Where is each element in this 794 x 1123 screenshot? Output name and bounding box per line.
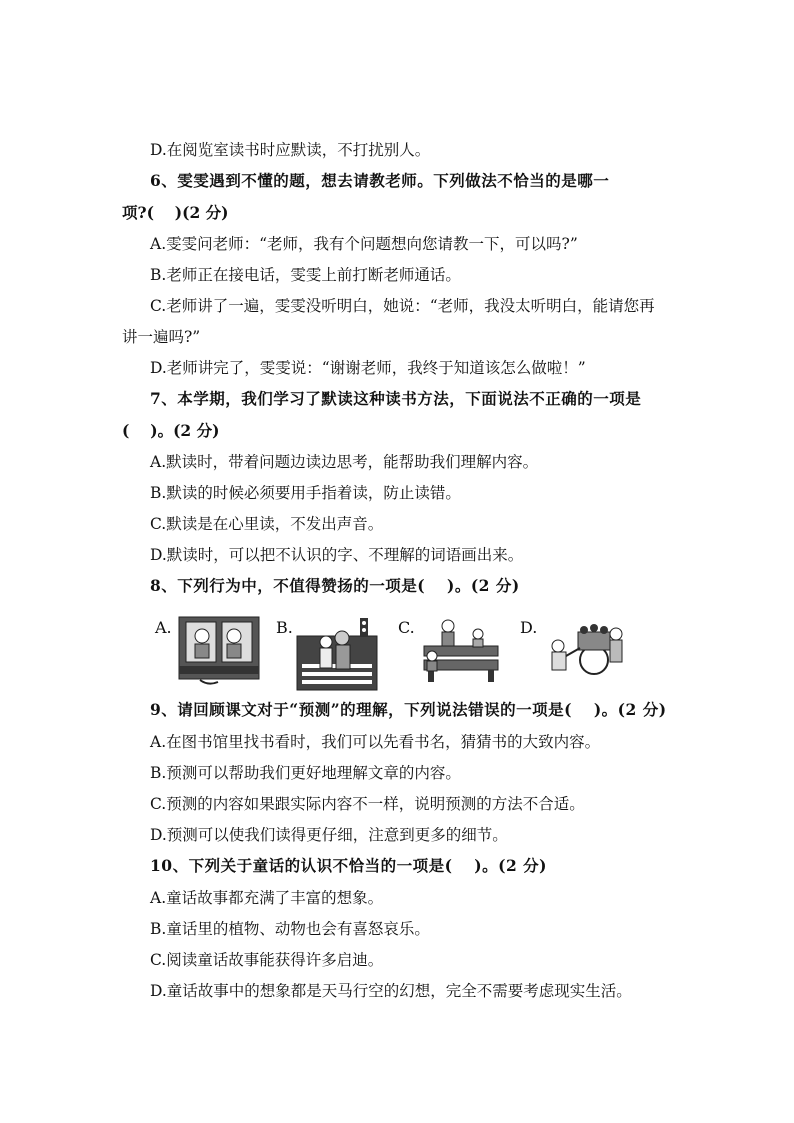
q10-option-a: A.童话故事都充满了丰富的想象。 xyxy=(150,889,384,907)
q6-option-c-cont: 讲一遍吗?” xyxy=(122,328,201,346)
q8-label-a: A. xyxy=(155,618,172,637)
q7-option-d: D.默读时，可以把不认识的字、不理解的词语画出来。 xyxy=(150,546,524,564)
q6-option-a: A.雯雯问老师：“老师，我有个问题想向您请教一下，可以吗?” xyxy=(150,235,578,253)
q8-stem: 8、下列行为中，不值得赞扬的一项是( )。(2 分) xyxy=(150,576,520,595)
q10-option-c: C.阅读童话故事能获得许多启迪。 xyxy=(150,951,384,969)
q10-option-b: B.童话里的植物、动物也会有喜怒哀乐。 xyxy=(150,920,430,938)
q8-label-b: B. xyxy=(276,618,293,637)
q9-option-a: A.在图书馆里找书看时，我们可以先看书名，猜猜书的大致内容。 xyxy=(150,733,601,751)
bench-stepping-picture xyxy=(418,616,504,686)
q6-stem-cont: 项?( )(2 分) xyxy=(122,203,229,222)
q5-option-d: D.在阅览室读书时应默读，不打扰别人。 xyxy=(150,141,431,159)
q10-stem: 10、下列关于童话的认识不恰当的一项是( )。(2 分) xyxy=(150,856,547,875)
q8-label-d: D. xyxy=(520,618,538,637)
q7-option-b: B.默读的时候必须要用手指着读，防止读错。 xyxy=(150,484,461,502)
q7-stem: 7、本学期，我们学习了默读这种读书方法，下面说法不正确的一项是 xyxy=(150,389,642,408)
q9-option-d: D.预测可以使我们读得更仔细，注意到更多的细节。 xyxy=(150,826,508,844)
q6-option-c: C.老师讲了一遍，雯雯没听明白，她说：“老师，我没太听明白，能请您再 xyxy=(150,297,655,315)
q9-stem: 9、请回顾课文对于“预测”的理解，下列说法错误的一项是( )。(2 分) xyxy=(150,700,667,719)
crosswalk-help-picture xyxy=(296,616,378,692)
q7-stem-cont: ( )。(2 分) xyxy=(122,421,220,440)
q7-option-c: C.默读是在心里读，不发出声音。 xyxy=(150,515,384,533)
q6-stem: 6、雯雯遇到不懂的题，想去请教老师。下列做法不恰当的是哪一 xyxy=(150,171,610,190)
q8-label-c: C. xyxy=(398,618,415,637)
q6-option-b: B.老师正在接电话，雯雯上前打断老师通话。 xyxy=(150,266,461,284)
window-children-picture xyxy=(178,616,260,688)
q8-picture-options xyxy=(0,612,794,692)
q9-option-b: B.预测可以帮助我们更好地理解文章的内容。 xyxy=(150,764,461,782)
q6-option-d: D.老师讲完了，雯雯说：“谢谢老师，我终于知道该怎么做啦！” xyxy=(150,359,586,377)
q10-option-d: D.童话故事中的想象都是天马行空的幻想，完全不需要考虑现实生活。 xyxy=(150,982,632,1000)
q9-option-c: C.预测的内容如果跟实际内容不一样，说明预测的方法不合适。 xyxy=(150,795,585,813)
pushing-cart-picture xyxy=(544,616,626,688)
q7-option-a: A.默读时，带着问题边读边思考，能帮助我们理解内容。 xyxy=(150,453,539,471)
